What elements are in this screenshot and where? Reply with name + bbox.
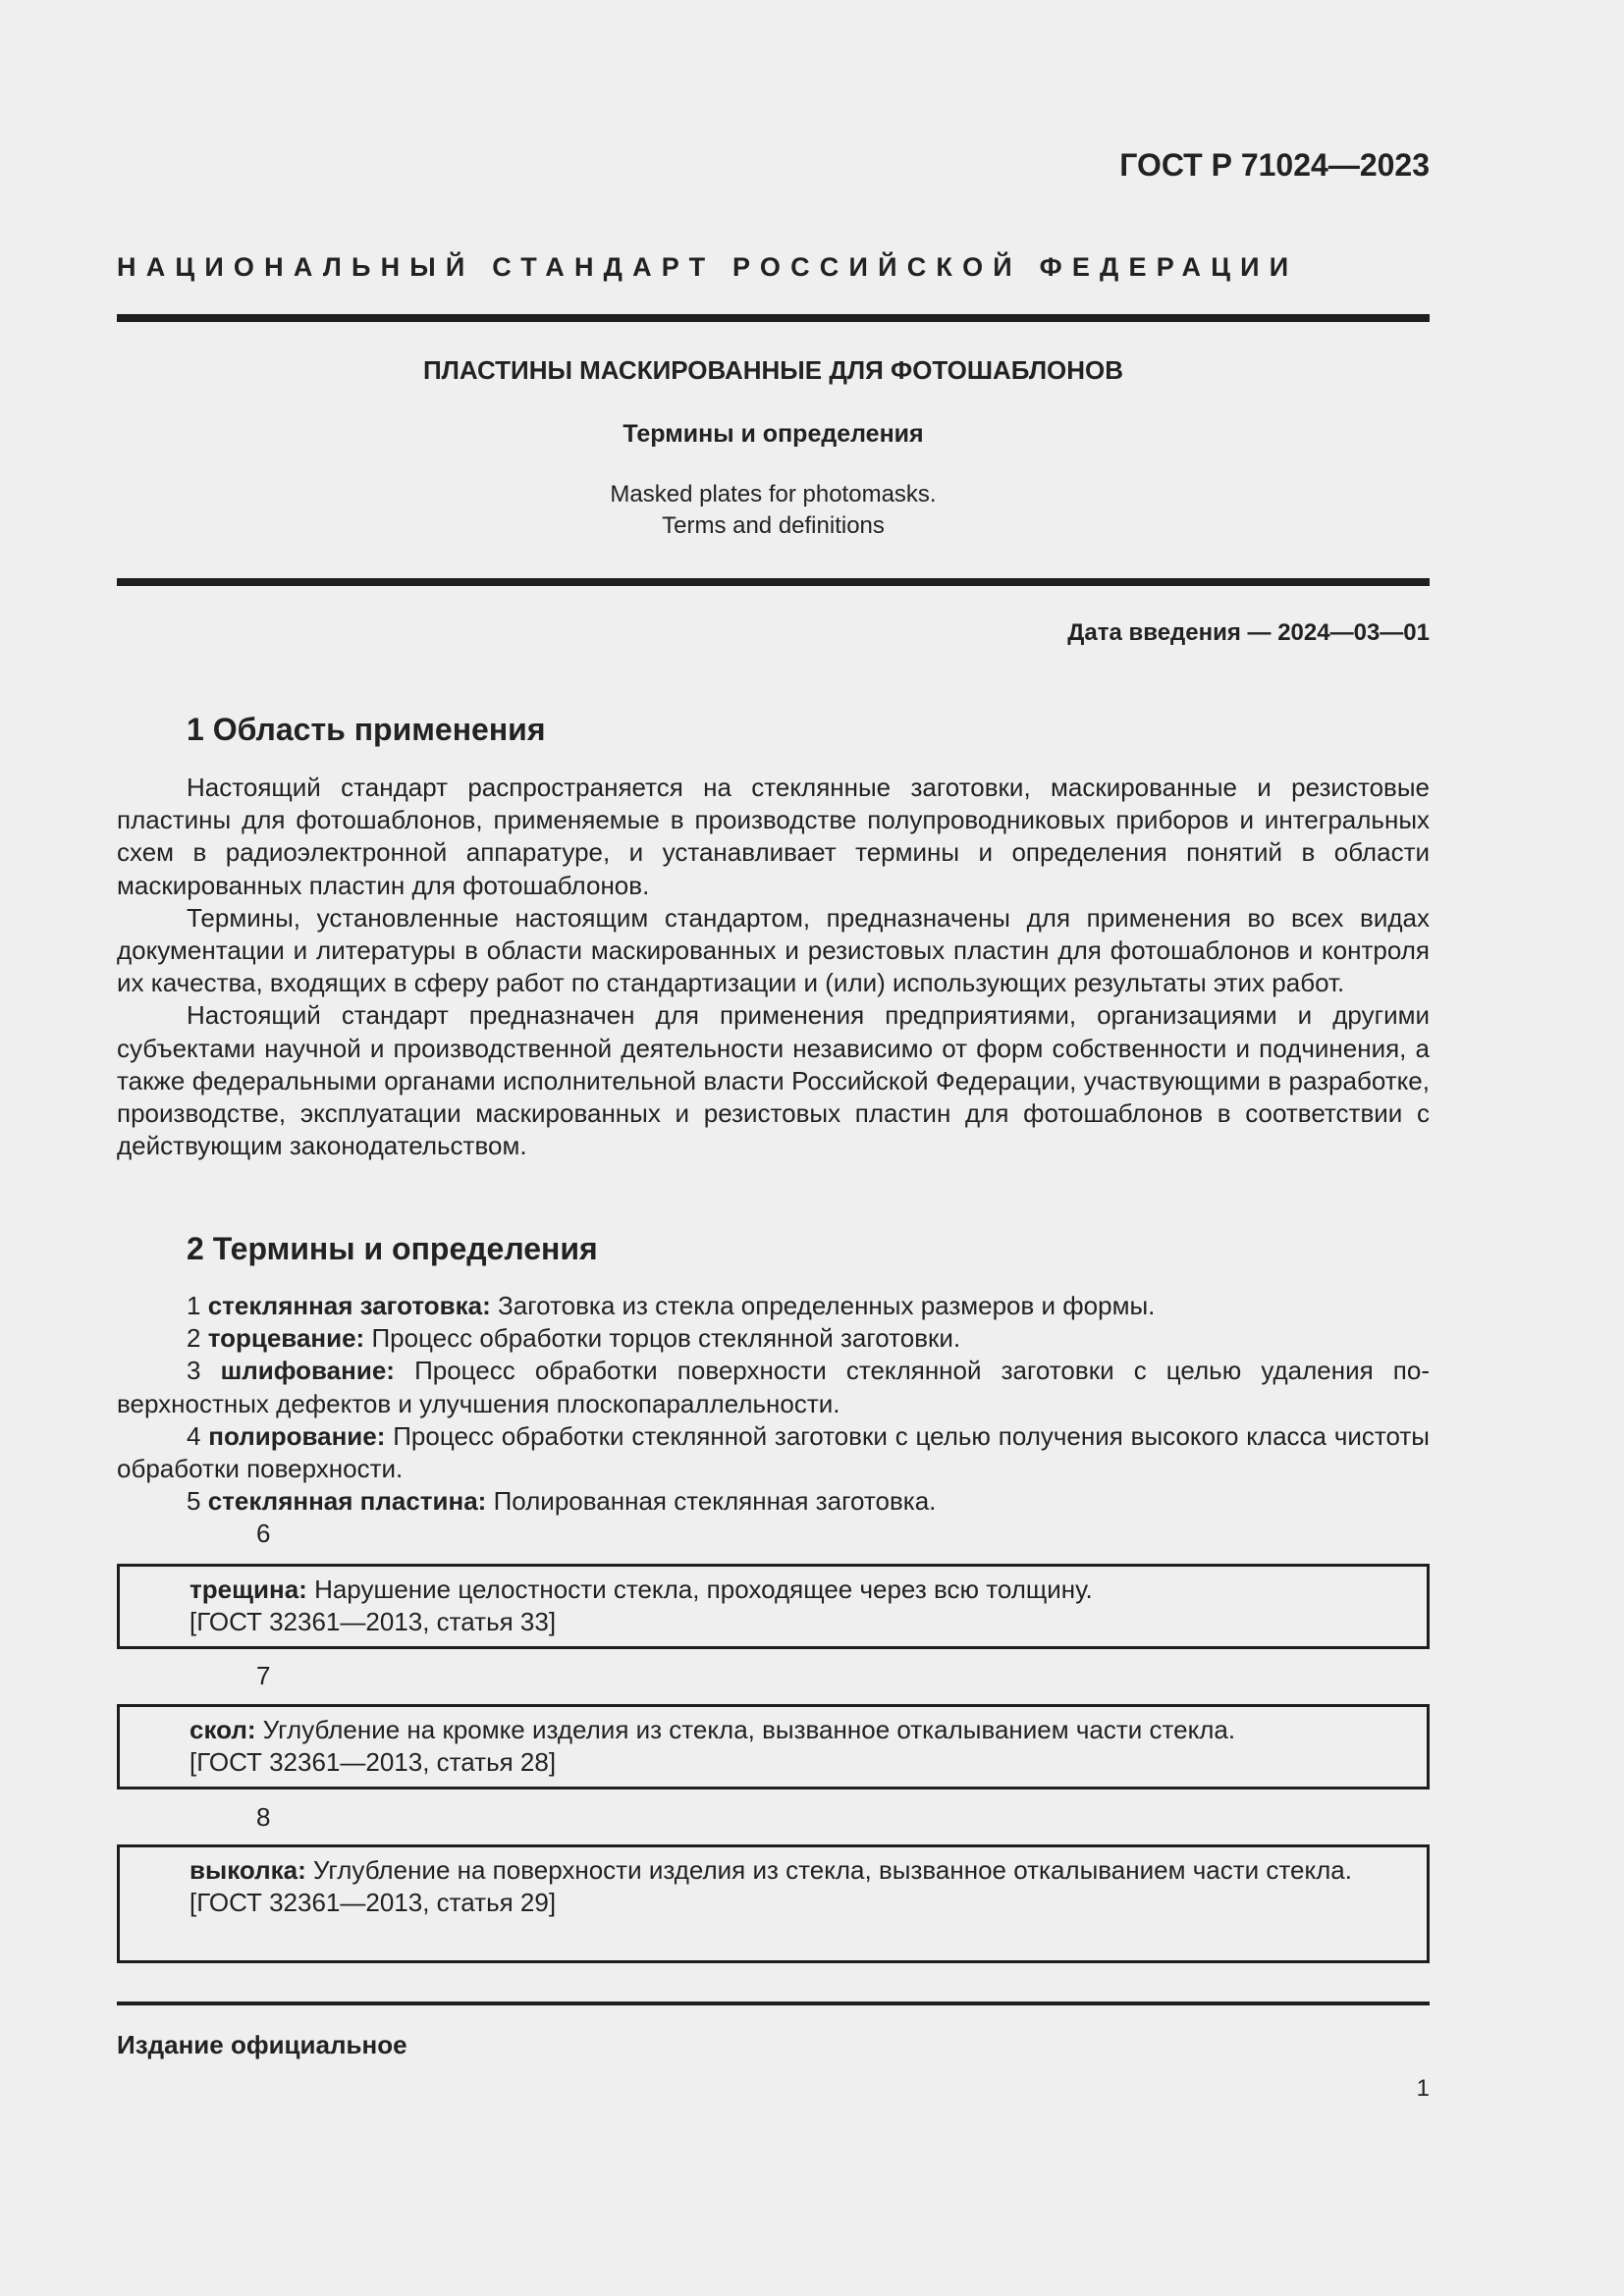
term-name: торцевание:: [207, 1323, 365, 1354]
national-standard-banner: НАЦИОНАЛЬНЫЙ СТАНДАРТ РОССИЙСКОЙ ФЕДЕРАЦИИ: [117, 252, 1299, 282]
section-1-paragraph: Настоящий стандарт предназначен для применения предприятиями, организациями и другими субъектами научной и производственной деятельности независимо от форм собственности и подчинения, а также федеральными органами исполнительной власти Российской Федерации, участвующими в разработке, производстве, эксплуатации маскированных и резистовых пластин для фотошаблонов в соответствии с действующим законодательством.: [117, 1000, 1430, 1161]
term-number: 1: [187, 1291, 201, 1320]
term-number: 3: [187, 1356, 201, 1386]
section-1-body: [117, 772, 1430, 1162]
term-definition: Углубление на кромке изделия из стекла, вызванное откалыванием части стекла.: [262, 1715, 1236, 1744]
boxed-term-cracks: [117, 1564, 1430, 1649]
section-1-heading: 1 Область применения: [187, 712, 546, 747]
term-number-row: [117, 1801, 1430, 1834]
document-subtitle: Термины и определения: [623, 420, 924, 448]
introduction-date: Дата введения — 2024—03—01: [1067, 619, 1430, 646]
boxed-term-text: [134, 1574, 1413, 1606]
title-bottom-divider: [117, 578, 1430, 586]
term-definition: Нарушение целостности стекла, проходящее через всю толщину.: [314, 1575, 1093, 1604]
term-entry: [117, 1290, 1430, 1322]
term-definition: Углубление на поверхности изделия из стекла, вызванное откалыванием части стекла.: [312, 1855, 1352, 1885]
term-number: 5: [187, 1486, 201, 1517]
official-edition-label: Издание официальное: [117, 2030, 407, 2059]
term-reference: [ГОСТ 32361—2013, статья 28]: [189, 1747, 557, 1778]
section-1-paragraph: Термины, установленные настоящим стандартом, предназначены для применения во всех видах документации и литературы в области маскированных и резистовых пластин для фотошаблонов и контроля их качества, входящих в сферу работ по стандартизации и (или) использующих результаты этих работ.: [117, 902, 1430, 998]
english-title-line-1: Masked plates for photomasks.: [610, 481, 937, 507]
term-reference: [ГОСТ 32361—2013, статья 29]: [189, 1888, 557, 1918]
term-number-row: [117, 1660, 1430, 1692]
term-definition: Процесс обработки стеклянной заготовки с целью получения высокого класса чистоты обработки поверхности.: [117, 1420, 1430, 1484]
term-definition: Процесс обработки поверхности стеклянной заготовки с целью удаления поверхностных дефектов и улучшения плоскопараллельности.: [117, 1356, 1430, 1418]
term-number: 8: [256, 1802, 271, 1832]
document-page: [117, 0, 1430, 2296]
term-name: стеклянная пластина:: [207, 1486, 487, 1517]
term-name: скол:: [189, 1715, 256, 1744]
term-name: шлифование:: [220, 1356, 395, 1386]
term-definition: Заготовка из стекла определенных размеров и формы.: [498, 1291, 1156, 1320]
term-name: трещина:: [189, 1575, 307, 1604]
english-title: [117, 479, 1430, 542]
term-entry: [117, 1485, 1430, 1518]
section-1-paragraph: Настоящий стандарт распространяется на стеклянные заготовки, маскированные и резистовые пластины для фотошаблонов, применяемые в производстве полупроводниковых приборов и интегральных схем в радиоэлектронной аппаратуре, и устанавливает термины и определения понятий в области маскированных пластин для фотошаблонов.: [117, 773, 1430, 900]
boxed-term-chip: [117, 1704, 1430, 1789]
section-2-heading: 2 Термины и определения: [187, 1231, 598, 1266]
term-entry: [117, 1355, 1430, 1419]
term-entry: [117, 1322, 1430, 1355]
boxed-term-pit: [117, 1844, 1430, 1963]
boxed-term-text: [134, 1714, 1413, 1746]
document-title: ПЛАСТИНЫ МАСКИРОВАННЫЕ ДЛЯ ФОТОШАБЛОНОВ: [422, 355, 1124, 385]
term-reference: [ГОСТ 32361—2013, статья 33]: [189, 1607, 557, 1637]
term-number: 4: [187, 1420, 201, 1451]
term-name: выколка:: [189, 1855, 306, 1885]
term-number: 2: [187, 1323, 201, 1354]
document-number: ГОСТ Р 71024—2023: [1119, 147, 1430, 183]
top-divider: [117, 314, 1430, 322]
term-definition: Процесс обработки торцов стеклянной заготовки.: [371, 1323, 961, 1354]
footer-divider: [117, 2002, 1430, 2005]
term-name: стеклянная заготовка:: [207, 1291, 491, 1320]
term-number: 6: [256, 1519, 271, 1549]
page-number: 1: [1416, 2075, 1430, 2102]
english-title-line-2: Terms and definitions: [662, 512, 885, 539]
term-definition: Полированная стеклянная заготовка.: [493, 1486, 937, 1517]
term-number: 7: [256, 1661, 271, 1690]
terms-list: [117, 1290, 1430, 1551]
boxed-term-text: [134, 1854, 1413, 1887]
term-name: полирование:: [208, 1420, 386, 1451]
term-entry: [117, 1420, 1430, 1485]
